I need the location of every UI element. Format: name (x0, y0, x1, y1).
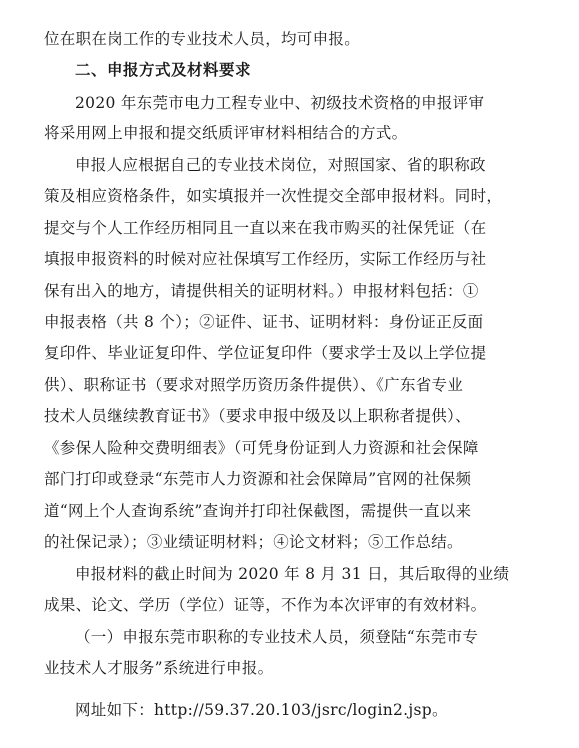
paragraph-line: 位在职在岗工作的专业技术人员，均可申报。 (44, 30, 361, 48)
paragraph-line: 提交与个人工作经历相同且一直以来在我市购买的社保凭证（在 (44, 219, 487, 237)
paragraph-line: （一）申报东莞市职称的专业技术人员，须登陆“东莞市专 (75, 628, 479, 646)
paragraph-line: 申报表格（共 8 个）；②证件、证书、证明材料：身份证正反面 (44, 313, 484, 331)
paragraph-line: 策及相应资格条件，如实填报并一次性提交全部申报材料。同时， (44, 187, 503, 205)
paragraph-line: 供）、职称证书（要求对照学历资历条件提供）、《广东省专业 (44, 376, 464, 394)
url-line: 网址如下：http://59.37.20.103/jsrc/login2.jsp。 (75, 701, 448, 719)
paragraph-line: 保有出入的地方，请提供相关的证明材料。）申报材料包括：① (44, 282, 479, 300)
paragraph-line: 的社保记录）；③业绩证明材料；④论文材料；⑤工作总结。 (44, 533, 463, 551)
paragraph-line: 部门打印或登录“东莞市人力资源和社会保障局”官网的社保频 (44, 470, 472, 488)
paragraph-line: 业技术人才服务”系统进行申报。 (44, 659, 274, 677)
paragraph-line: 填报申报资料的时候对应社保填写工作经历，实际工作经历与社 (44, 250, 487, 268)
paragraph-line: 道“网上个人查询系统”查询并打印社保截图，需提供一直以来 (44, 502, 472, 520)
paragraph-line: 《参保人险种交费明细表》（可凭身份证到人力资源和社会保障 (44, 439, 479, 457)
paragraph-line: 2020 年东莞市电力工程专业中、初级技术资格的申报评审 (75, 94, 485, 112)
paragraph-line: 申报人应根据自己的专业技术岗位，对照国家、省的职称政 (75, 156, 486, 174)
paragraph-line: 申报材料的截止时间为 2020 年 8 月 31 日，其后取得的业绩 (75, 565, 510, 583)
paragraph-line: 复印件、毕业证复印件、学位证复印件（要求学士及以上学位提 (44, 344, 487, 362)
section-heading: 二、申报方式及材料要求 (75, 61, 252, 79)
paragraph-line: 技术人员继续教育证书》（要求申报中级及以上职称者提供）、 (44, 407, 471, 425)
paragraph-line: 成果、论文、学历（学位）证等，不作为本次评审的有效材料。 (44, 596, 487, 614)
paragraph-line: 将采用网上申报和提交纸质评审材料相结合的方式。 (44, 124, 408, 142)
